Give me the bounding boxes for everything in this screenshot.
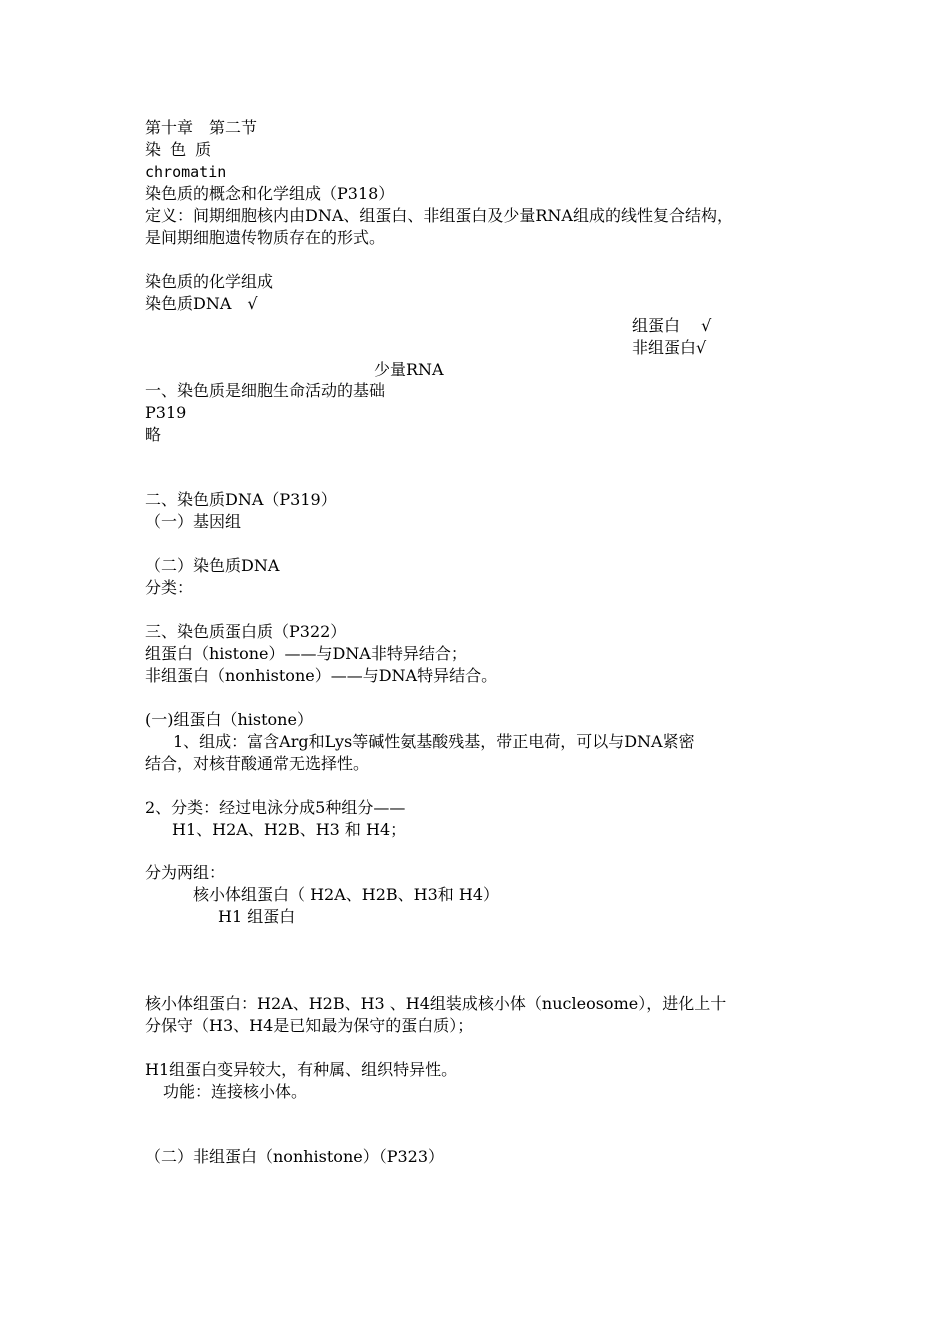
english-title: chromatin [145,163,227,181]
section-heading: 二、染色质DNA（P319） [145,490,337,509]
groups-heading: 分为两组： [145,863,226,882]
composition-heading: 染色质的化学组成 [145,272,274,291]
document-title: 染 色 质 [145,140,214,159]
page-reference: P319 [145,403,187,422]
nucleosome-paragraph: 分保守（H3、H4是已知最为保守的蛋白质）； [145,1016,474,1035]
nucleosome-paragraph: 核小体组蛋白：H2A、H2B、H3 、H4组装成核小体（nucleosome），进化上十 [145,994,727,1013]
section-heading: 三、染色质蛋白质（P322） [145,622,347,641]
composition-paragraph: 1、组成：富含Arg和Lys等碱性氨基酸残基，带正电荷，可以与DNA紧密 [173,732,695,751]
histone-binding-line: 组蛋白（histone）——与DNA非特异结合； [145,644,467,663]
composition-histone: 组蛋白 √ [632,316,712,335]
histone-group: H1 组蛋白 [218,907,296,926]
section-note: 略 [145,425,162,444]
subsection-heading: （二）染色质DNA [145,556,280,575]
classification-line: 2、分类：经过电泳分成5种组分—— [145,798,406,817]
classification-label: 分类： [145,578,194,597]
subsection-heading: （一）基因组 [145,512,242,531]
composition-paragraph: 结合，对核苷酸通常无选择性。 [145,754,370,773]
subsection-heading: (一)组蛋白（histone） [145,710,313,729]
function-line: 功能：连接核小体。 [163,1082,308,1101]
h1-paragraph: H1组蛋白变异较大，有种属、组织特异性。 [145,1060,458,1079]
composition-nonhistone: 非组蛋白√ [632,338,707,357]
section-heading: 一、染色质是细胞生命活动的基础 [145,381,386,400]
histone-components: H1、H2A、H2B、H3 和 H4； [172,820,407,839]
composition-rna: 少量RNA [374,360,444,379]
composition-dna: 染色质DNA √ [145,294,258,313]
definition-line: 是间期细胞遗传物质存在的形式。 [145,228,386,247]
concept-heading: 染色质的概念和化学组成（P318） [145,184,395,203]
subsection-heading: （二）非组蛋白（nonhistone）（P323） [145,1147,445,1166]
histone-group: 核小体组蛋白（ H2A、H2B、H3和 H4） [193,885,500,904]
nonhistone-binding-line: 非组蛋白（nonhistone）——与DNA特异结合。 [145,666,498,685]
definition-line: 定义：间期细胞核内由DNA、组蛋白、非组蛋白及少量RNA组成的线性复合结构， [145,206,733,225]
chapter-heading: 第十章 第二节 [145,118,258,137]
